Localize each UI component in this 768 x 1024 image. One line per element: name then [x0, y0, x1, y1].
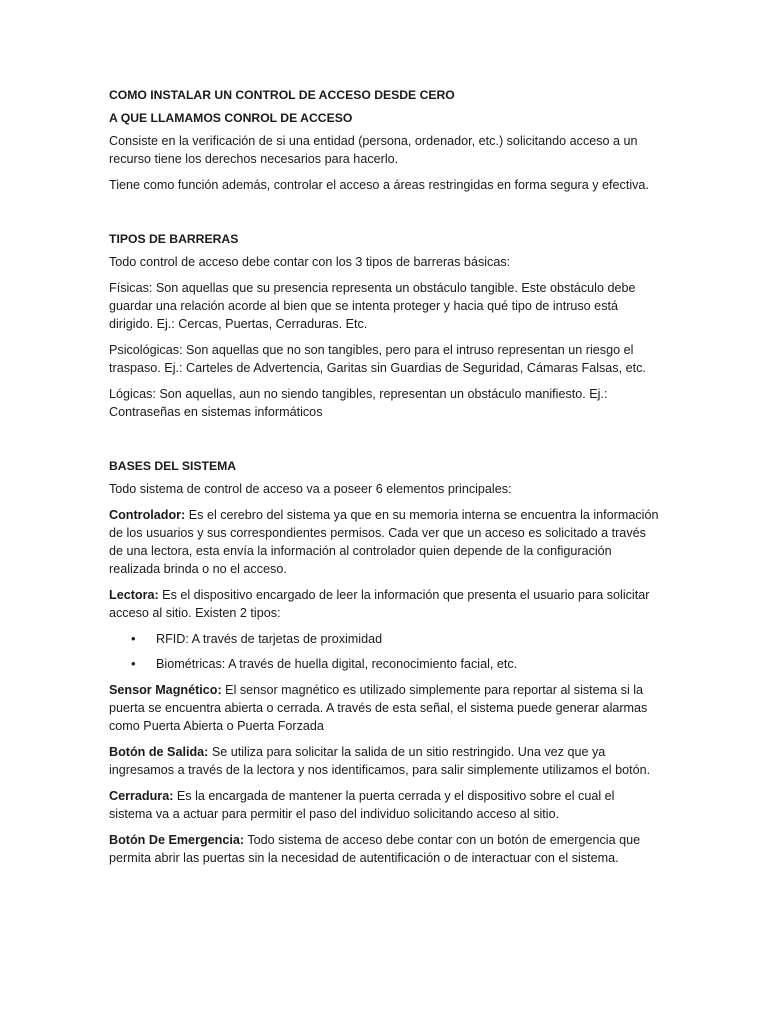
paragraph-barreras-psicologicas: Psicológicas: Son aquellas que no son tangibles, pero para el intruso representan un riesgo el traspaso. Ej.: Carteles de Advertencia, Garitas sin Guardias de Seguridad, Cámaras Falsas, etc.: [109, 343, 646, 375]
paragraph-funcion: Tiene como función además, controlar el acceso a áreas restringidas en forma segura y efectiva.: [109, 178, 649, 192]
paragraph-barreras-logicas: Lógicas: Son aquellas, aun no siendo tangibles, representan un obstáculo manifiesto. Ej.: Contraseñas en sistemas informáticos: [109, 387, 608, 419]
paragraph-barreras-fisicas: Físicas: Son aquellas que su presencia representa un obstáculo tangible. Este obstáculo debe guardar una relación acorde al bien que se intenta proteger y hacia qué tipo de intruso está dirigido. Ej.: Cercas, Puertas, Cerraduras. Etc.: [109, 281, 636, 331]
document-title: COMO INSTALAR UN CONTROL DE ACCESO DESDE CERO: [109, 88, 455, 102]
text-sensor: El sensor magnético es utilizado simplemente para reportar al sistema si la puerta se encuentra abierta o cerrada. A través de esta señal, el sistema puede generar alarmas como Puerta Abierta o Puerta Forzada: [109, 683, 648, 733]
paragraph-sensor: [109, 681, 661, 735]
term-boton-emergencia: Botón De Emergencia:: [109, 833, 245, 847]
text-controlador: Es el cerebro del sistema ya que en su memoria interna se encuentra la información de los usuarios y sus correspondientes permisos. Cada ver que un acceso es solicitado a través de una lectora, esta envía la información al controlador quien depende de la configuración realizada brinda o no el acceso.: [109, 508, 659, 576]
term-sensor: Sensor Magnético:: [109, 683, 222, 697]
term-cerradura: Cerradura:: [109, 789, 174, 803]
text-boton-salida: Se utiliza para solicitar la salida de un sitio restringido. Una vez que ya ingresamos a través de la lectora y nos identificamos, para salir simplemente utilizamos el botón.: [109, 745, 651, 777]
paragraph-lectora: [109, 586, 661, 622]
term-controlador: Controlador:: [109, 508, 186, 522]
term-boton-salida: Botón de Salida:: [109, 745, 209, 759]
document-body: [109, 86, 661, 875]
lectora-types-list: [109, 630, 661, 673]
text-cerradura: Es la encargada de mantener la puerta cerrada y el dispositivo sobre el cual el sistema va a actuar para permitir el paso del individuo solicitando acceso al sitio.: [109, 789, 615, 821]
term-lectora: Lectora:: [109, 588, 159, 602]
paragraph-boton-emergencia: [109, 831, 661, 867]
list-item: • Biométricas: A través de huella digital, reconocimiento facial, etc.: [109, 655, 661, 673]
spacer: [109, 202, 661, 230]
paragraph-boton-salida: [109, 743, 661, 779]
paragraph-cerradura: [109, 787, 661, 823]
paragraph-definicion: Consiste en la verificación de si una entidad (persona, ordenador, etc.) solicitando acceso a un recurso tiene los derechos necesarios para hacerlo.: [109, 134, 638, 166]
text-boton-emergencia: Todo sistema de acceso debe contar con un botón de emergencia que permita abrir las puertas sin la necesidad de autentificación o de interactuar con el sistema.: [109, 833, 641, 865]
list-item: • RFID: A través de tarjetas de proximidad: [109, 630, 661, 648]
paragraph-bases-intro: Todo sistema de control de acceso va a poseer 6 elementos principales:: [109, 482, 512, 496]
section-heading-bases-sistema: BASES DEL SISTEMA: [109, 459, 237, 473]
paragraph-controlador: [109, 506, 661, 578]
section-heading-tipos-barreras: TIPOS DE BARRERAS: [109, 232, 239, 246]
text-lectora: Es el dispositivo encargado de leer la información que presenta el usuario para solicitar acceso al sitio. Existen 2 tipos:: [109, 588, 650, 620]
spacer: [109, 429, 661, 457]
section-heading-control-acceso: A QUE LLAMAMOS CONROL DE ACCESO: [109, 111, 353, 125]
paragraph-barreras-intro: Todo control de acceso debe contar con los 3 tipos de barreras básicas:: [109, 255, 511, 269]
